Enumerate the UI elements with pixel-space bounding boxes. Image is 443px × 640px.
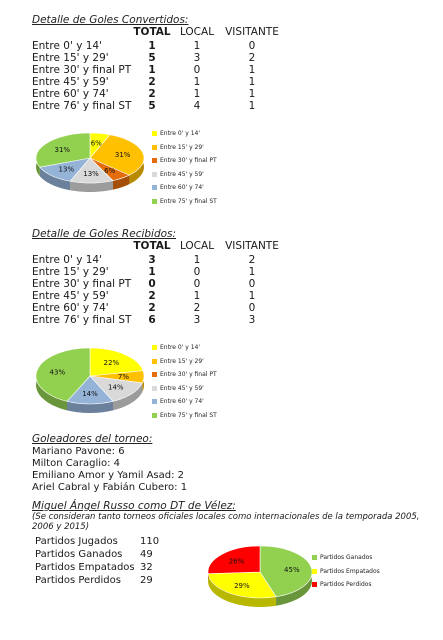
scored-row: [32, 100, 282, 114]
received-cell-local: 3: [193, 314, 201, 326]
scored-cell-total: 2: [148, 76, 156, 88]
received-cell-label: Entre 0' y 14': [32, 254, 102, 266]
received-cell-visitante: 2: [248, 254, 256, 266]
pie-value-label: 31%: [114, 151, 131, 160]
legend-label: Entre 15' y 29': [160, 143, 204, 151]
received-cell-local: 1: [193, 290, 201, 302]
coach-stat-label: Partidos Perdidos: [35, 575, 121, 586]
scored-cell-visitante: 1: [248, 76, 256, 88]
pie-value-label: 31%: [54, 145, 71, 154]
pie-value-label: 6%: [90, 139, 102, 148]
legend-label: Entre 30' y final PT: [160, 371, 217, 378]
coach-stat-label: Partidos Empatados: [35, 562, 135, 573]
received-cell-visitante: 1: [248, 266, 256, 278]
received-header-visitante: VISITANTE: [225, 240, 279, 252]
scored-cell-local: 1: [193, 76, 201, 88]
scored-heading: Detalle de Goles Convertidos:: [32, 14, 189, 26]
scored-cell-total: 1: [148, 64, 156, 76]
legend-label: Entre 60' y 74': [160, 398, 204, 405]
pie-value-label: 7%: [117, 373, 130, 382]
coach-stat-label: Partidos Ganados: [35, 549, 123, 560]
received-cell-visitante: 3: [248, 314, 256, 326]
received-cell-label: Entre 45' y 59': [32, 290, 109, 302]
scored-pie-svg: [32, 128, 152, 198]
scored-header-total: TOTAL: [133, 26, 171, 38]
received-cell-local: 0: [193, 266, 201, 278]
received-cell-total: 2: [148, 290, 156, 302]
received-row: [32, 314, 282, 328]
legend-swatch: [152, 386, 157, 391]
scored-cell-label: Entre 0' y 14': [32, 40, 102, 52]
scored-cell-total: 5: [148, 52, 156, 64]
legend-swatch: [152, 158, 157, 163]
scorer-line: Mariano Pavone: 6: [32, 446, 125, 457]
scored-cell-label: Entre 30' y final PT: [32, 64, 132, 76]
received-cell-label: Entre 30' y final PT: [32, 278, 132, 290]
scorer-line: Emiliano Amor y Yamil Asad: 2: [32, 470, 185, 481]
legend-swatch: [152, 185, 157, 190]
scored-cell-total: 5: [148, 100, 156, 112]
coach-stats: [32, 536, 172, 592]
scored-cell-local: 1: [193, 88, 201, 100]
scored-cell-visitante: 1: [248, 64, 256, 76]
legend-swatch: [152, 172, 157, 177]
received-pie-chart: [32, 340, 152, 418]
scored-cell-label: Entre 76' y final ST: [32, 100, 132, 112]
legend-label: Entre 75' y final ST: [160, 411, 217, 419]
legend-label: Partidos Perdidos: [320, 581, 372, 588]
scorers-heading: Goleadores del torneo:: [32, 433, 153, 445]
received-table-header: [32, 240, 282, 254]
received-cell-local: 0: [193, 278, 201, 290]
pie-value-label: 13%: [58, 165, 75, 174]
received-pie-svg: [32, 340, 152, 418]
legend-label: Partidos Empatados: [320, 567, 380, 575]
received-heading: Detalle de Goles Recibidos:: [32, 228, 177, 240]
legend-swatch: [152, 145, 157, 150]
received-cell-total: 6: [148, 314, 156, 326]
legend-swatch: [312, 555, 317, 560]
received-cell-local: 2: [193, 302, 201, 314]
received-table: [32, 240, 282, 330]
scored-cell-label: Entre 60' y 74': [32, 88, 109, 100]
received-cell-local: 1: [193, 254, 201, 266]
scored-cell-local: 3: [193, 52, 201, 64]
coach-stat-value: 110: [140, 536, 160, 547]
scored-cell-local: 0: [193, 64, 201, 76]
legend-swatch: [152, 345, 157, 350]
scored-cell-local: 1: [193, 40, 201, 52]
legend-label: Partidos Ganados: [320, 554, 373, 561]
legend-label: Entre 15' y 29': [160, 357, 204, 365]
coach-note: (Se consideran tanto torneos oficiales locales como internacionales de la temporada 2005, 2006 y 2015): [32, 512, 420, 532]
scored-cell-label: Entre 15' y 29': [32, 52, 109, 64]
received-cell-total: 3: [148, 254, 156, 266]
scored-cell-visitante: 0: [248, 40, 256, 52]
scored-cell-total: 1: [148, 40, 156, 52]
coach-stat-label: Partidos Jugados: [35, 536, 118, 547]
legend-label: Entre 0' y 14': [160, 130, 200, 137]
pie-value-label: 43%: [49, 368, 66, 377]
scored-cell-label: Entre 45' y 59': [32, 76, 109, 88]
scorer-line: Ariel Cabral y Fabián Cubero: 1: [32, 482, 188, 493]
scored-cell-visitante: 1: [248, 88, 256, 100]
scored-cell-total: 2: [148, 88, 156, 100]
legend-label: Entre 75' y final ST: [160, 197, 217, 205]
legend-label: Entre 30' y final PT: [160, 157, 217, 164]
legend-label: Entre 60' y 74': [160, 184, 204, 191]
received-cell-total: 0: [148, 278, 156, 290]
legend-swatch: [152, 372, 157, 377]
pie-value-label: 45%: [284, 565, 300, 574]
legend-label: Entre 45' y 59': [160, 170, 204, 178]
received-cell-label: Entre 60' y 74': [32, 302, 109, 314]
legend-swatch: [152, 131, 157, 136]
scored-table-header: [32, 26, 282, 40]
scored-cell-visitante: 1: [248, 100, 256, 112]
received-header-local: LOCAL: [179, 240, 215, 252]
pie-value-label: 26%: [228, 557, 245, 566]
scorer-line: Milton Caraglio: 4: [32, 458, 121, 469]
pie-value-label: 22%: [103, 359, 120, 368]
received-cell-total: 2: [148, 302, 156, 314]
legend-swatch: [312, 569, 317, 574]
received-header-total: TOTAL: [133, 240, 171, 252]
legend-swatch: [152, 399, 157, 404]
received-cell-visitante: 0: [248, 302, 256, 314]
scored-header-visitante: VISITANTE: [225, 26, 279, 38]
legend-swatch: [152, 413, 157, 418]
scored-cell-visitante: 2: [248, 52, 256, 64]
legend-swatch: [152, 359, 157, 364]
coach-heading: Miguel Ángel Russo como DT de Vélez:: [32, 500, 236, 512]
scored-table: [32, 26, 282, 116]
scored-header-local: LOCAL: [179, 26, 215, 38]
received-cell-total: 1: [148, 266, 156, 278]
pie-value-label: 14%: [108, 383, 124, 392]
pie-value-label: 6%: [104, 167, 116, 176]
coach-stat-value: 29: [140, 575, 153, 586]
received-pie-legend: [152, 344, 232, 424]
received-cell-visitante: 1: [248, 290, 256, 302]
received-cell-visitante: 0: [248, 278, 256, 290]
pie-value-label: 13%: [83, 169, 99, 178]
scorers-list: [32, 446, 282, 494]
received-cell-label: Entre 15' y 29': [32, 266, 109, 278]
legend-swatch: [312, 582, 317, 587]
legend-label: Entre 0' y 14': [160, 344, 200, 351]
received-cell-label: Entre 76' y final ST: [32, 314, 132, 326]
legend-swatch: [152, 199, 157, 204]
pie-value-label: 14%: [82, 389, 98, 398]
coach-pie-legend: [312, 554, 402, 594]
legend-label: Entre 45' y 59': [160, 384, 204, 392]
scored-cell-local: 4: [193, 100, 201, 112]
scored-pie-chart: [32, 128, 152, 198]
scored-pie-legend: [152, 130, 232, 210]
coach-pie-svg: [200, 538, 320, 616]
coach-stat-value: 32: [140, 562, 153, 573]
coach-stat-value: 49: [140, 549, 153, 560]
coach-pie-chart: [200, 538, 320, 616]
pie-value-label: 29%: [234, 581, 250, 590]
